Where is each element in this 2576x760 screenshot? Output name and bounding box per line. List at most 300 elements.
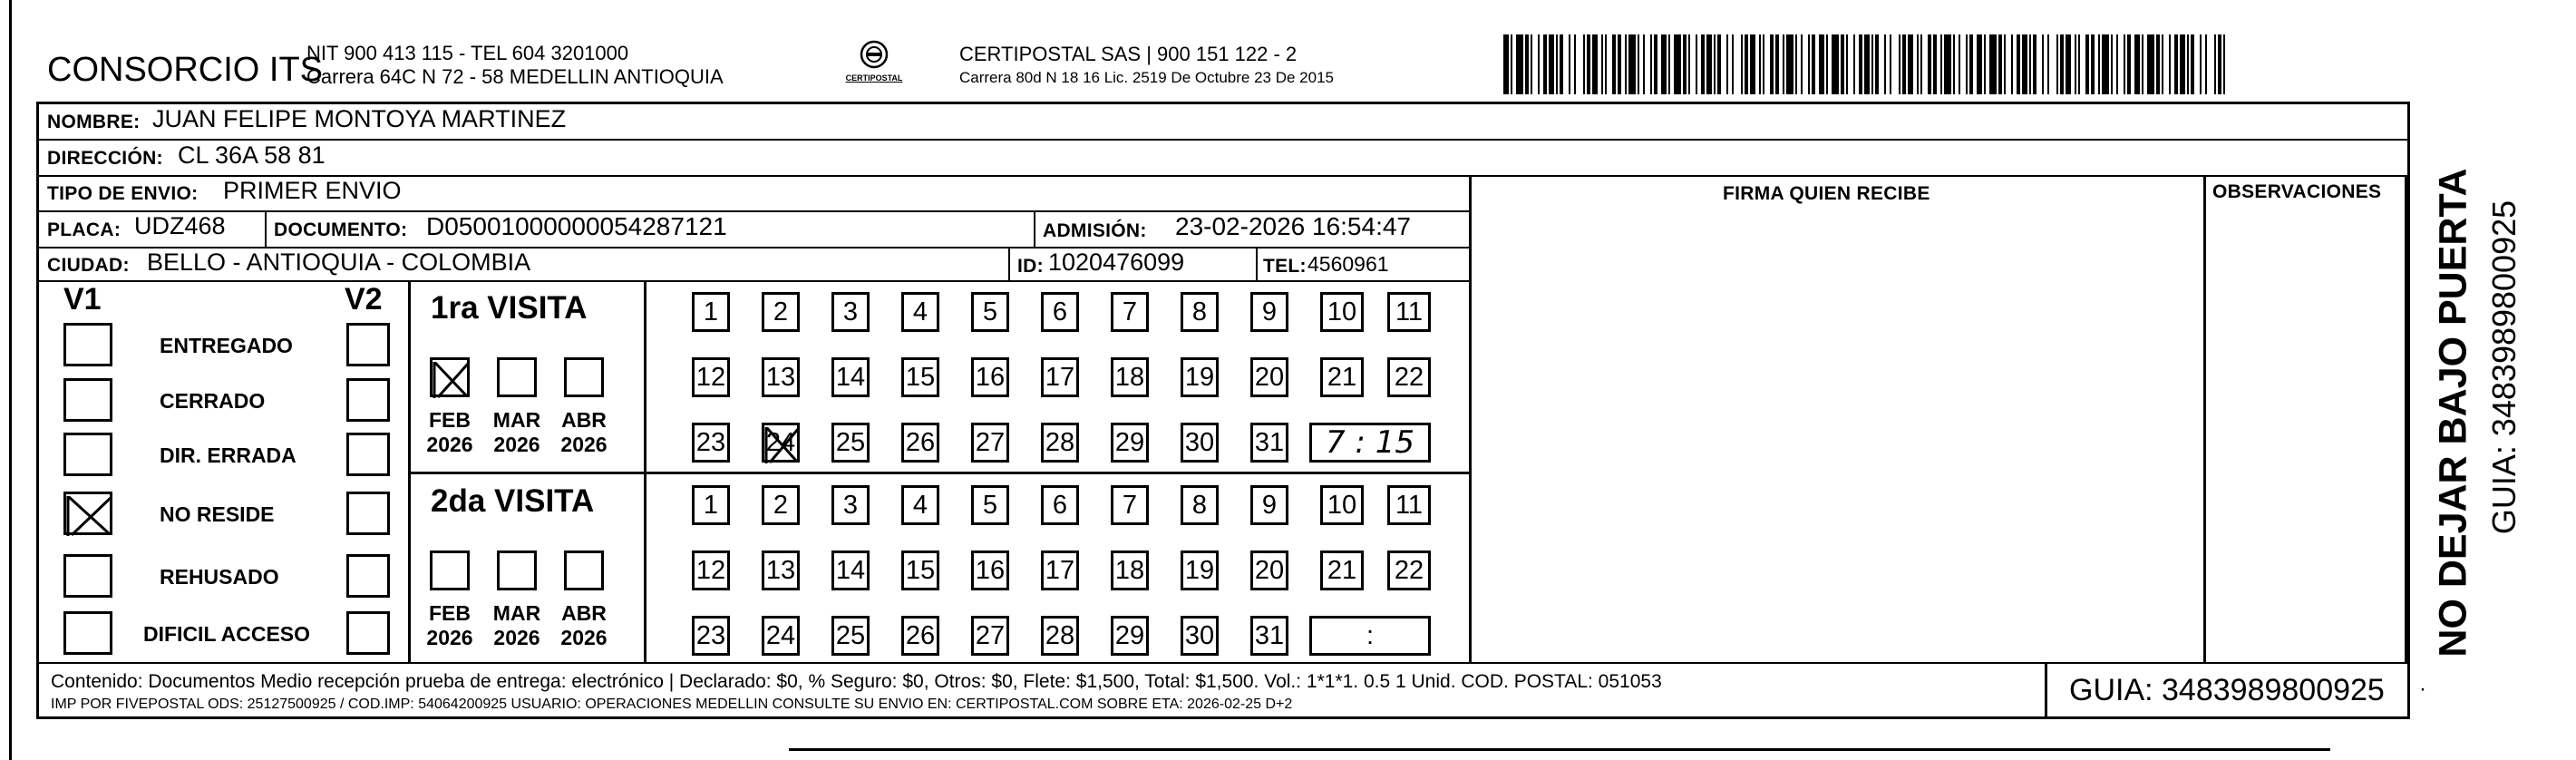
day-box[interactable] <box>1111 616 1149 656</box>
day-number: 31 <box>1254 427 1285 457</box>
v1-checkbox[interactable] <box>63 433 112 476</box>
nombre-label: NOMBRE: <box>47 112 141 132</box>
carrier-license: Carrera 80d N 18 16 Lic. 2519 De Octubre 23 De 2015 <box>959 69 1334 86</box>
barcode-bar <box>1638 34 1639 94</box>
v2-checkbox[interactable] <box>346 378 390 422</box>
barcode-bar <box>1763 34 1764 94</box>
day-box[interactable] <box>1250 616 1288 656</box>
day-box[interactable] <box>971 551 1009 590</box>
day-box[interactable] <box>1111 292 1149 332</box>
month-checkbox[interactable] <box>497 551 537 590</box>
nombre-value: JUAN FELIPE MONTOYA MARTINEZ <box>152 105 567 132</box>
barcode-bar <box>2205 34 2207 94</box>
barcode-bar <box>2102 34 2109 94</box>
barcode-bar <box>1726 34 1728 94</box>
barcode-bar <box>1717 34 1721 94</box>
barcode-bar <box>2116 34 2118 94</box>
barcode-bar <box>1953 34 1955 94</box>
month-name: FEB <box>429 601 471 625</box>
barcode-bar <box>2060 34 2064 94</box>
barcode-bar <box>1786 34 1793 94</box>
barcode-bar <box>1832 34 1839 94</box>
certipostal-logo <box>841 40 907 91</box>
barcode-bar <box>1601 34 1603 94</box>
day-box[interactable] <box>831 616 870 656</box>
day-box[interactable] <box>692 292 730 332</box>
day-number: 17 <box>1045 555 1075 585</box>
barcode-bar <box>1783 34 1784 94</box>
barcode-bar <box>2124 34 2125 94</box>
day-box[interactable] <box>901 551 939 590</box>
day-box[interactable] <box>1041 423 1079 463</box>
barcode-bar <box>1741 34 1743 94</box>
day-box[interactable] <box>1320 485 1364 525</box>
barcode-bar <box>1661 34 1667 94</box>
day-box[interactable] <box>901 357 939 397</box>
v1-checkbox[interactable] <box>63 492 112 535</box>
status-option-label: ENTREGADO <box>160 334 293 357</box>
visit-time-box[interactable] <box>1309 423 1431 463</box>
day-number: 30 <box>1184 620 1215 650</box>
side-warning: NO DEJAR BAJO PUERTA <box>2431 168 2475 658</box>
barcode-bar <box>1732 34 1734 94</box>
barcode-bar <box>1775 34 1779 94</box>
barcode-bar <box>1650 34 1652 94</box>
day-number: 30 <box>1184 427 1215 457</box>
barcode-bar <box>1625 34 1627 94</box>
tel-value: 4560961 <box>1307 252 1389 276</box>
day-number: 18 <box>1114 555 1145 585</box>
day-box[interactable] <box>831 551 870 590</box>
day-number: 5 <box>982 490 998 520</box>
v1-checkbox[interactable] <box>63 323 112 366</box>
day-box[interactable] <box>1111 551 1149 590</box>
barcode-bar <box>1984 34 1986 94</box>
month-year: 2026 <box>426 626 473 650</box>
barcode-bar <box>2147 34 2154 94</box>
day-number: 1 <box>703 490 719 520</box>
day-box[interactable] <box>1250 357 1288 397</box>
barcode-bar <box>2174 34 2178 94</box>
barcode-bar <box>2078 34 2080 94</box>
month-name: MAR <box>492 601 541 625</box>
logo-caption: CERTIPOSTAL <box>845 73 903 83</box>
day-number: 9 <box>1261 490 1278 520</box>
status-option-label: NO RESIDE <box>160 502 275 526</box>
day-box[interactable] <box>692 423 730 463</box>
barcode-bar <box>1819 34 1824 94</box>
day-number: 26 <box>905 427 936 457</box>
day-box[interactable] <box>1250 423 1288 463</box>
barcode-bar <box>1808 34 1810 94</box>
barcode-bar <box>1846 34 1848 94</box>
barcode-bar <box>1853 34 1855 94</box>
v2-checkbox[interactable] <box>346 323 390 366</box>
company-nit-tel: NIT 900 413 115 - TEL 604 3201000 <box>306 42 629 64</box>
v1-checkbox[interactable] <box>63 554 112 598</box>
observaciones-header: OBSERVACIONES <box>2212 181 2382 202</box>
day-box[interactable] <box>831 357 870 397</box>
documento-value: D05001000000054287121 <box>426 212 727 240</box>
day-number: 7 <box>1122 490 1138 520</box>
day-number: 3 <box>842 297 859 326</box>
carrier-name: CERTIPOSTAL SAS | 900 151 122 - 2 <box>959 43 1298 65</box>
day-number: 21 <box>1327 362 1357 392</box>
barcode-bar <box>2187 34 2189 94</box>
day-number: 15 <box>905 362 936 392</box>
barcode-bar <box>1859 34 1862 94</box>
barcode-bar <box>1683 34 1687 94</box>
visit-time-box[interactable] <box>1309 616 1431 656</box>
day-box[interactable] <box>1320 357 1364 397</box>
day-box[interactable] <box>1111 485 1149 525</box>
documento-label: DOCUMENTO: <box>274 219 408 240</box>
barcode-bar <box>1959 34 1960 94</box>
barcode-bar <box>1928 34 1931 94</box>
footer-print-info: IMP POR FIVEPOSTAL ODS: 25127500925 / COD.IMP: 54064200925 USUARIO: OPERACIONES MEDELLIN CONSULTE SU ENVIO EN: CERTIPOSTAL.COM SOBRE ETA: 2026-02-25 D+2 <box>51 697 1293 712</box>
barcode-bar <box>1556 34 1558 94</box>
barcode-bar <box>1560 34 1563 94</box>
placa-value: UDZ468 <box>134 212 226 239</box>
barcode-bar <box>2098 34 2100 94</box>
barcode-bar <box>1902 34 1906 94</box>
barcode-bar <box>1503 34 1509 94</box>
barcode-bar <box>2162 34 2163 94</box>
day-box[interactable] <box>971 485 1009 525</box>
day-box[interactable] <box>1320 551 1364 590</box>
day-box[interactable] <box>1041 357 1079 397</box>
month-name: ABR <box>561 601 607 625</box>
day-box[interactable] <box>692 616 730 656</box>
month-year: 2026 <box>493 433 540 457</box>
month-year: 2026 <box>560 433 608 457</box>
barcode-bar <box>1592 34 1598 94</box>
barcode-bar <box>1688 34 1690 94</box>
day-number: 29 <box>1114 427 1145 457</box>
day-number: 14 <box>835 362 866 392</box>
barcode-bar <box>1917 34 1919 94</box>
barcode-bar <box>1864 34 1870 94</box>
day-number: 31 <box>1254 620 1285 650</box>
day-box[interactable] <box>1041 485 1079 525</box>
day-box[interactable] <box>762 292 800 332</box>
day-box[interactable] <box>901 485 939 525</box>
day-number: 10 <box>1327 297 1357 326</box>
v1-checkbox[interactable] <box>63 378 112 422</box>
barcode-bar <box>1875 34 1879 94</box>
barcode-bar <box>1618 34 1621 94</box>
barcode-bar <box>2066 34 2071 94</box>
day-box[interactable] <box>1387 551 1431 590</box>
barcode-bar <box>1989 34 1997 94</box>
visit-time: : <box>1366 620 1375 650</box>
barcode-bar <box>1587 34 1590 94</box>
barcode-bar <box>2223 34 2225 94</box>
month-checkbox[interactable] <box>564 357 604 397</box>
barcode-bar <box>2033 34 2036 94</box>
placa-label: PLACA: <box>47 219 122 240</box>
v2-checkbox[interactable] <box>346 611 390 655</box>
day-number: 13 <box>765 555 796 585</box>
barcode-bar <box>1714 34 1716 94</box>
month-label <box>555 408 613 457</box>
v2-checkbox[interactable] <box>346 554 390 598</box>
barcode-bar <box>1933 34 1937 94</box>
barcode-bar <box>1574 34 1576 94</box>
day-box[interactable] <box>831 423 870 463</box>
barcode-bar <box>2200 34 2202 94</box>
day-number: 24 <box>765 620 796 650</box>
barcode-bar <box>1612 34 1616 94</box>
barcode-bar <box>2017 34 2020 94</box>
day-box[interactable] <box>1181 616 1219 656</box>
barcode-bar <box>1841 34 1844 94</box>
barcode-bar <box>2134 34 2140 94</box>
day-box[interactable] <box>1250 292 1288 332</box>
barcode-bar <box>1920 34 1922 94</box>
barcode-bar <box>2180 34 2185 94</box>
month-name: ABR <box>561 408 607 432</box>
barcode-bar <box>1511 34 1512 94</box>
day-box[interactable] <box>971 423 1009 463</box>
barcode-bar <box>1583 34 1585 94</box>
barcode-bar <box>2075 34 2076 94</box>
barcode-bar <box>1745 34 1748 94</box>
barcode-bar <box>1605 34 1607 94</box>
barcode-bar <box>1549 34 1554 94</box>
day-number: 1 <box>703 297 719 326</box>
status-option-label: CERRADO <box>160 389 266 413</box>
barcode-bar <box>1696 34 1697 94</box>
barcode-bar <box>1826 34 1828 94</box>
month-label <box>488 408 546 457</box>
barcode-bar <box>2156 34 2160 94</box>
day-number: 23 <box>695 427 726 457</box>
month-name: FEB <box>429 408 471 432</box>
day-number: 5 <box>982 297 998 326</box>
day-number: 12 <box>695 555 726 585</box>
barcode-bar <box>1701 34 1705 94</box>
barcode-bar <box>1538 34 1540 94</box>
day-number: 16 <box>975 362 1006 392</box>
month-year: 2026 <box>560 626 608 650</box>
id-label: ID: <box>1017 256 1044 277</box>
day-box[interactable] <box>1250 551 1288 590</box>
day-number: 4 <box>912 297 928 326</box>
day-number: 23 <box>695 620 726 650</box>
barcode-bar <box>2047 34 2049 94</box>
day-number: 12 <box>695 362 726 392</box>
month-label <box>421 408 479 457</box>
month-name: MAR <box>492 408 541 432</box>
day-box[interactable] <box>901 292 939 332</box>
visit-title: 1ra VISITA <box>431 290 588 326</box>
visit-title: 2da VISITA <box>431 483 595 519</box>
day-number: 19 <box>1184 555 1215 585</box>
day-number: 2 <box>773 490 789 520</box>
status-option-label: DIR. ERRADA <box>160 443 296 467</box>
day-box[interactable] <box>762 551 800 590</box>
day-box[interactable] <box>901 616 939 656</box>
day-box[interactable] <box>901 423 939 463</box>
barcode-bar <box>2004 34 2006 94</box>
barcode-bar <box>1812 34 1815 94</box>
barcode-bar <box>2011 34 2013 94</box>
day-number: 6 <box>1052 490 1068 520</box>
day-number: 11 <box>1395 490 1424 520</box>
barcode-bar <box>2169 34 2171 94</box>
barcode-bar <box>2085 34 2089 94</box>
barcode-bar <box>1759 34 1761 94</box>
day-box[interactable] <box>1181 485 1219 525</box>
footer-guia: GUIA: 3483989800925 <box>2069 673 2385 707</box>
barcode-bar <box>2022 34 2027 94</box>
barcode <box>1503 34 2225 94</box>
company-name: CONSORCIO ITS <box>47 51 324 89</box>
month-label <box>421 601 479 650</box>
day-number: 22 <box>1394 555 1424 585</box>
v1-header: V1 <box>63 282 102 317</box>
id-value: 1020476099 <box>1048 248 1185 276</box>
day-box[interactable] <box>762 616 800 656</box>
firma-header: FIRMA QUIEN RECIBE <box>1723 183 1930 204</box>
barcode-bar <box>1969 34 1973 94</box>
month-checkbox[interactable] <box>430 357 470 397</box>
day-box[interactable] <box>1387 357 1431 397</box>
day-box[interactable] <box>762 357 800 397</box>
month-checkbox[interactable] <box>430 551 470 590</box>
day-number: 21 <box>1327 555 1357 585</box>
barcode-bar <box>1654 34 1657 94</box>
day-number: 8 <box>1191 490 1208 520</box>
day-number: 11 <box>1395 297 1424 326</box>
barcode-bar <box>1643 34 1645 94</box>
day-box[interactable] <box>1181 292 1219 332</box>
day-box[interactable] <box>831 485 870 525</box>
barcode-bar <box>1525 34 1529 94</box>
day-box[interactable] <box>1041 616 1079 656</box>
tipo-envio-value: PRIMER ENVIO <box>223 177 402 204</box>
day-box[interactable] <box>1250 485 1288 525</box>
day-number: 25 <box>835 427 866 457</box>
day-number: 24 <box>765 427 796 457</box>
barcode-bar <box>2214 34 2216 94</box>
direccion-label: DIRECCIÓN: <box>47 148 163 169</box>
tipo-envio-label: TIPO DE ENVIO: <box>47 183 199 204</box>
month-label <box>488 601 546 650</box>
barcode-bar <box>2218 34 2221 94</box>
barcode-bar <box>1966 34 1968 94</box>
barcode-bar <box>1899 34 1900 94</box>
day-number: 9 <box>1261 297 1278 326</box>
day-number: 8 <box>1191 297 1208 326</box>
day-box[interactable] <box>971 292 1009 332</box>
visit-time: 7 : 15 <box>1326 424 1414 461</box>
barcode-bar <box>1998 34 2002 94</box>
month-checkbox[interactable] <box>564 551 604 590</box>
day-number: 17 <box>1045 362 1075 392</box>
ciudad-value: BELLO - ANTIOQUIA - COLOMBIA <box>147 248 531 276</box>
company-address: Carrera 64C N 72 - 58 MEDELLIN ANTIOQUIA <box>306 65 724 88</box>
day-box[interactable] <box>762 423 800 463</box>
v2-header: V2 <box>345 282 383 317</box>
barcode-bar <box>1890 34 1891 94</box>
day-number: 29 <box>1114 620 1145 650</box>
barcode-bar <box>2042 34 2044 94</box>
barcode-bar <box>2056 34 2058 94</box>
day-box[interactable] <box>1041 551 1079 590</box>
barcode-bar <box>1801 34 1803 94</box>
barcode-bar <box>1977 34 1982 94</box>
day-box[interactable] <box>692 357 730 397</box>
day-number: 27 <box>975 427 1006 457</box>
month-checkbox[interactable] <box>497 357 537 397</box>
barcode-bar <box>1944 34 1951 94</box>
v2-checkbox[interactable] <box>346 433 390 476</box>
barcode-bar <box>2142 34 2143 94</box>
day-box[interactable] <box>1387 485 1431 525</box>
direccion-value: CL 36A 58 81 <box>178 141 326 169</box>
day-number: 15 <box>905 555 936 585</box>
barcode-bar <box>1908 34 1913 94</box>
day-number: 28 <box>1045 427 1075 457</box>
day-number: 20 <box>1254 362 1285 392</box>
day-box[interactable] <box>1111 357 1149 397</box>
admision-value: 23-02-2026 16:54:47 <box>1175 212 1411 240</box>
barcode-bar <box>2111 34 2113 94</box>
day-number: 18 <box>1114 362 1145 392</box>
day-number: 14 <box>835 555 866 585</box>
barcode-bar <box>1516 34 1523 94</box>
footer-contents: Contenido: Documentos Medio recepción prueba de entrega: electrónico | Declarado: $0, % Seguro: $0, Otros: $0, Flete: $1,500, Total: $1,500. Vol.: 1*1*1. 0.5 1 Unid. COD. POSTAL: 051053 <box>51 671 1662 692</box>
day-box[interactable] <box>831 292 870 332</box>
day-number: 20 <box>1254 555 1285 585</box>
barcode-bar <box>1750 34 1755 94</box>
month-year: 2026 <box>493 626 540 650</box>
day-number: 28 <box>1045 620 1075 650</box>
day-box[interactable] <box>692 551 730 590</box>
v1-checkbox[interactable] <box>63 611 112 655</box>
day-box[interactable] <box>971 357 1009 397</box>
barcode-bar <box>1706 34 1712 94</box>
v2-checkbox[interactable] <box>346 492 390 535</box>
month-year: 2026 <box>426 433 473 457</box>
day-box[interactable] <box>971 616 1009 656</box>
day-box[interactable] <box>1181 551 1219 590</box>
barcode-bar <box>1871 34 1873 94</box>
barcode-bar <box>1668 34 1670 94</box>
day-number: 4 <box>912 490 928 520</box>
footer-dot: · <box>2419 677 2426 701</box>
barcode-bar <box>2091 34 2095 94</box>
day-number: 27 <box>975 620 1006 650</box>
day-box[interactable] <box>1181 423 1219 463</box>
day-box[interactable] <box>1181 357 1219 397</box>
day-box[interactable] <box>1320 292 1364 332</box>
day-number: 2 <box>773 297 789 326</box>
month-label <box>555 601 613 650</box>
day-number: 3 <box>842 490 859 520</box>
day-box[interactable] <box>692 485 730 525</box>
day-box[interactable] <box>1111 423 1149 463</box>
day-number: 7 <box>1122 297 1138 326</box>
barcode-bar <box>1884 34 1886 94</box>
day-box[interactable] <box>1041 292 1079 332</box>
day-box[interactable] <box>1387 292 1431 332</box>
day-box[interactable] <box>762 485 800 525</box>
day-number: 22 <box>1394 362 1424 392</box>
day-number: 13 <box>765 362 796 392</box>
